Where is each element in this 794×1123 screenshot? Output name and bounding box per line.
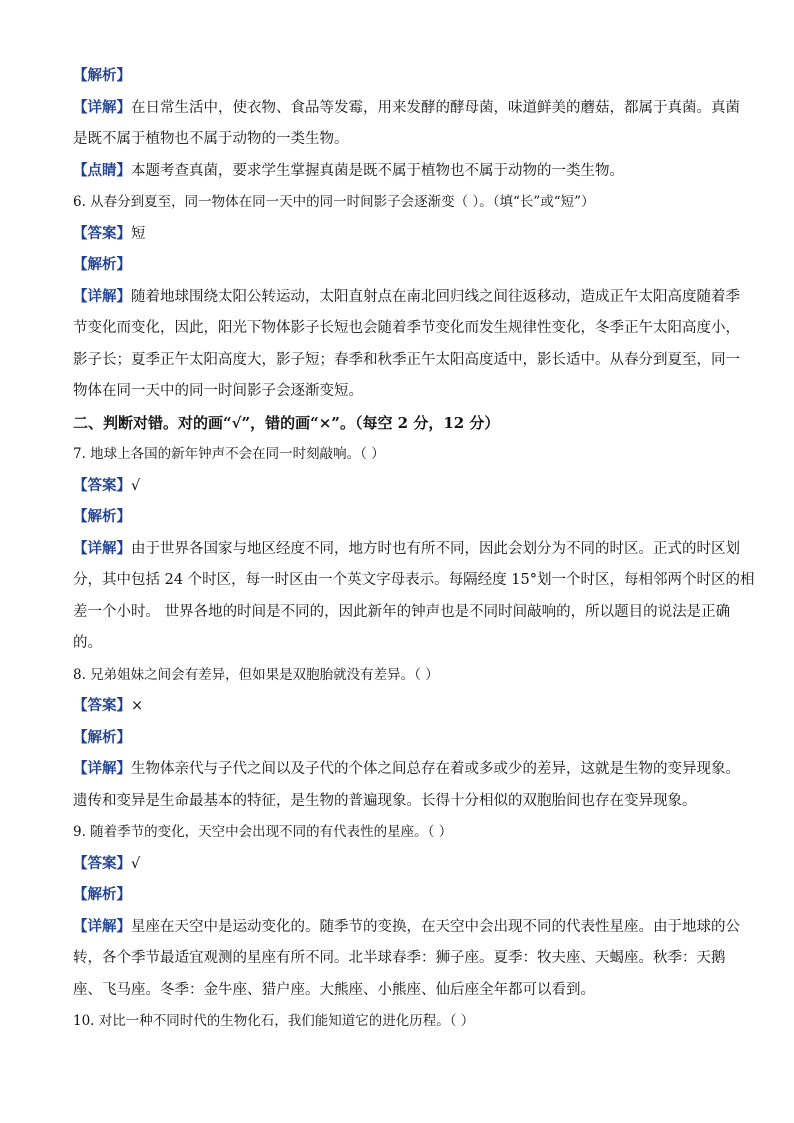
- section-tag: 【详解】: [73, 540, 131, 557]
- question-line: [73, 192, 723, 212]
- paragraph-text: √: [131, 478, 141, 494]
- question-text: 8. 兄弟姐妹之间会有差异，但如果是双胞胎就没有差异。（ ）: [73, 667, 439, 683]
- paragraph-line: [73, 917, 740, 937]
- paragraph-continuation: [73, 350, 740, 370]
- paragraph-text: 分，其中包括 24 个时区，每一时区由一个英文字母表示。每隔经度 15°划一个时区，每相邻两个时区的相: [73, 572, 755, 588]
- question-text: 6. 从春分到夏至，同一物体在同一天中的同一时间影子会逐渐变（ ）。（填“长”或“短”）: [73, 194, 595, 210]
- paragraph-line: [73, 539, 740, 559]
- paragraph-line: [73, 476, 723, 496]
- question-text: 7. 地球上各国的新年钟声不会在同一时刻敲响。（ ）: [73, 446, 385, 462]
- paragraph-text: 座、飞马座。冬季：金牛座、猎户座。大熊座、小熊座、仙后座全年都可以看到。: [73, 982, 595, 998]
- question-line: [73, 1011, 723, 1031]
- paragraph-continuation: [73, 980, 723, 1000]
- section-tag: 【解析】: [73, 729, 131, 746]
- paragraph-text: 短: [131, 226, 146, 242]
- paragraph-continuation: [73, 129, 723, 149]
- paragraph-continuation: [73, 633, 723, 653]
- paragraph-line: [73, 728, 723, 748]
- section-tag: 【答案】: [73, 855, 131, 872]
- paragraph-continuation: [73, 948, 726, 968]
- paragraph-text: 遗传和变异是生命最基本的特征，是生物的普遍现象。长得十分相似的双胞胎间也存在变异现象。: [73, 793, 697, 809]
- section-tag: 【详解】: [73, 288, 131, 305]
- paragraph-line: [73, 255, 723, 275]
- paragraph-continuation: [73, 381, 723, 401]
- section-tag: 【解析】: [73, 886, 131, 903]
- section-tag: 【详解】: [73, 918, 131, 935]
- paragraph-text: 影子长；夏季正午太阳高度大，影子短；春季和秋季正午太阳高度适中，影长适中。从春分到夏至，同一: [73, 352, 740, 368]
- paragraph-line: [73, 224, 723, 244]
- paragraph-text: 节变化而变化，因此，阳光下物体影子长短也会随着季节变化而发生规律性变化，冬季正午太阳高度小，: [73, 320, 740, 336]
- question-line: [73, 444, 723, 464]
- paragraph-text: 在日常生活中，使衣物、食品等发霉，用来发酵的酵母菌，味道鲜美的蘑菇，都属于真菌。真菌: [131, 100, 740, 116]
- paragraph-text: √: [131, 856, 141, 872]
- section-tag: 【答案】: [73, 697, 131, 714]
- paragraph-line: [73, 696, 723, 716]
- paragraph-line: [73, 161, 723, 181]
- paragraph-line: [73, 507, 723, 527]
- paragraph-text: 转，各个季节最适宜观测的星座有所不同。北半球春季：狮子座。夏季：牧夫座、天蝎座。秋季：天鹅: [73, 950, 726, 966]
- paragraph-continuation: [73, 570, 755, 590]
- section-tag: 【解析】: [73, 508, 131, 525]
- section-heading: [73, 413, 723, 433]
- paragraph-continuation: [73, 602, 731, 622]
- paragraph-text: 差一个小时。 世界各地的时间是不同的，因此新年的钟声也是不同时间敲响的，所以题目的说法是正确: [73, 604, 731, 620]
- paragraph-text: 由于世界各国家与地区经度不同，地方时也有所不同，因此会划分为不同的时区。正式的时区划: [131, 541, 740, 557]
- paragraph-line: [73, 759, 740, 779]
- section-tag: 【点睛】: [73, 162, 131, 179]
- paragraph-continuation: [73, 318, 740, 338]
- section-tag: 【解析】: [73, 67, 131, 84]
- paragraph-line: [73, 885, 723, 905]
- question-text: 9. 随着季节的变化，天空中会出现不同的有代表性的星座。（ ）: [73, 824, 453, 840]
- section-tag: 【答案】: [73, 477, 131, 494]
- paragraph-text: 物体在同一天中的同一时间影子会逐渐变短。: [73, 383, 363, 399]
- question-line: [73, 822, 723, 842]
- paragraph-line: [73, 287, 740, 307]
- paragraph-line: [73, 66, 723, 86]
- paragraph-text: 生物体亲代与子代之间以及子代的个体之间总存在着或多或少的差异，这就是生物的变异现象。: [131, 761, 740, 777]
- question-text: 10. 对比一种不同时代的生物化石，我们能知道它的进化历程。（ ）: [73, 1013, 475, 1029]
- question-line: [73, 665, 723, 685]
- paragraph-text: 本题考查真菌，要求学生掌握真菌是既不属于植物也不属于动物的一类生物。: [131, 163, 624, 179]
- section-tag: 【解析】: [73, 256, 131, 273]
- section-heading-text: 二、判断对错。对的画“√”，错的画“×”。（每空 2 分，12 分）: [73, 414, 500, 432]
- section-tag: 【详解】: [73, 99, 131, 116]
- paragraph-text: 是既不属于植物也不属于动物的一类生物。: [73, 131, 349, 147]
- paragraph-text: 的。: [73, 635, 102, 651]
- paragraph-line: [73, 854, 723, 874]
- paragraph-text: ×: [131, 698, 144, 714]
- section-tag: 【答案】: [73, 225, 131, 242]
- section-tag: 【详解】: [73, 760, 131, 777]
- paragraph-text: 星座在天空中是运动变化的。随季节的变换，在天空中会出现不同的代表性星座。由于地球的公: [131, 919, 740, 935]
- paragraph-line: [73, 98, 740, 118]
- paragraph-text: 随着地球围绕太阳公转运动，太阳直射点在南北回归线之间往返移动，造成正午太阳高度随着季: [131, 289, 740, 305]
- paragraph-continuation: [73, 791, 723, 811]
